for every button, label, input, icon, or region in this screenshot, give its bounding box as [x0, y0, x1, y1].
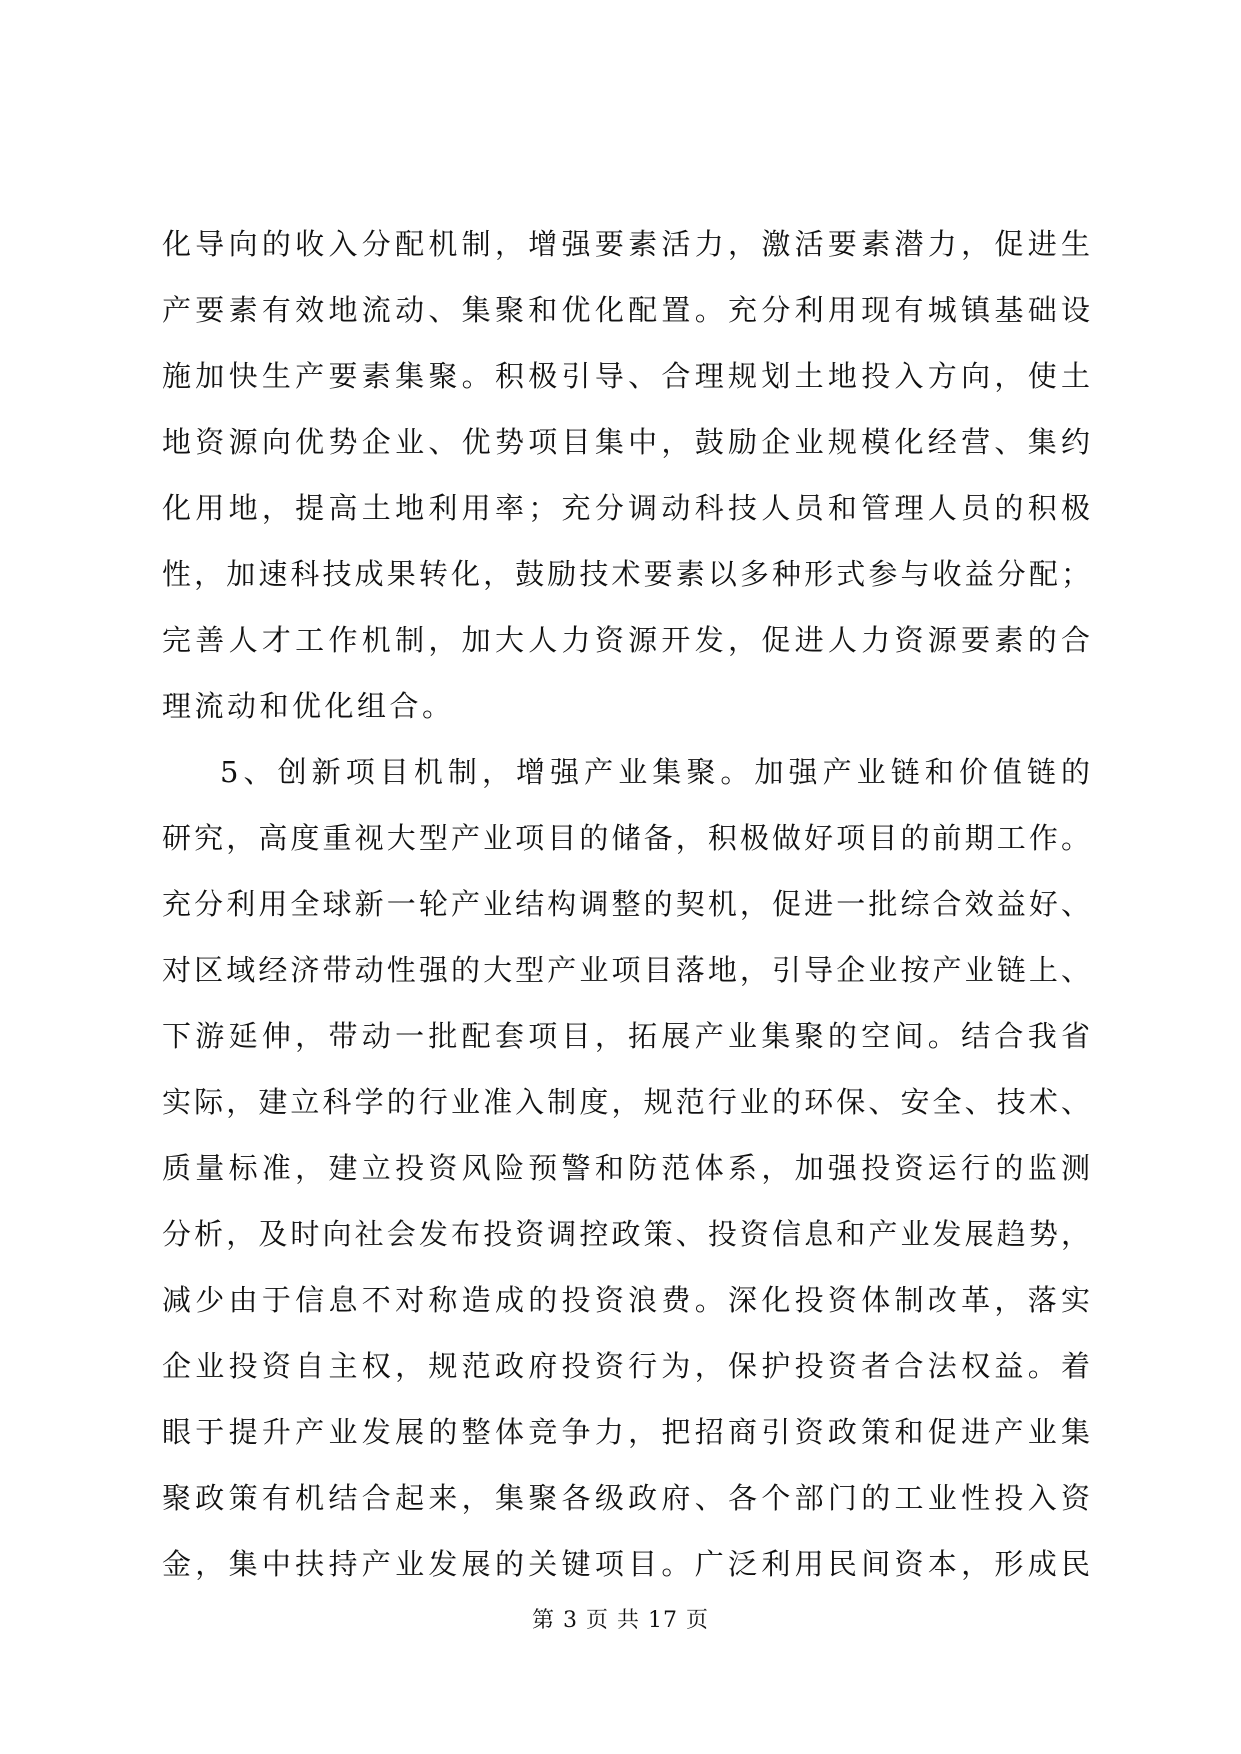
text-line: 眼于提升产业发展的整体竞争力，把招商引资政策和促进产业集	[162, 1415, 1090, 1449]
text-line: 充分利用全球新一轮产业结构调整的契机，促进一批综合效益好、	[162, 887, 1090, 921]
text-line: 企业投资自主权，规范政府投资行为，保护投资者合法权益。着	[162, 1349, 1090, 1383]
text-line: 分析，及时向社会发布投资调控政策、投资信息和产业发展趋势，	[162, 1217, 1090, 1251]
text-line: 质量标准，建立投资风险预警和防范体系，加强投资运行的监测	[162, 1151, 1090, 1185]
paragraph-start-line: 5、创新项目机制，增强产业集聚。加强产业链和价值链的	[220, 755, 1090, 789]
text-line: 完善人才工作机制，加大人力资源开发，促进人力资源要素的合	[162, 623, 1090, 657]
text-line: 实际，建立科学的行业准入制度，规范行业的环保、安全、技术、	[162, 1085, 1090, 1119]
text-line: 施加快生产要素集聚。积极引导、合理规划土地投入方向，使土	[162, 359, 1090, 393]
text-line: 理流动和优化组合。	[162, 689, 455, 723]
text-line: 减少由于信息不对称造成的投资浪费。深化投资体制改革，落实	[162, 1283, 1090, 1317]
text-line: 下游延伸，带动一批配套项目，拓展产业集聚的空间。结合我省	[162, 1019, 1090, 1053]
text-line: 金，集中扶持产业发展的关键项目。广泛利用民间资本，形成民	[162, 1547, 1090, 1581]
text-line: 产要素有效地流动、集聚和优化配置。充分利用现有城镇基础设	[162, 293, 1090, 327]
page-number-footer: 第 3 页 共 17 页	[532, 1608, 709, 1633]
text-line: 对区域经济带动性强的大型产业项目落地，引导企业按产业链上、	[162, 953, 1090, 987]
text-line: 聚政策有机结合起来，集聚各级政府、各个部门的工业性投入资	[162, 1481, 1090, 1515]
text-line: 研究，高度重视大型产业项目的储备，积极做好项目的前期工作。	[162, 821, 1090, 855]
text-line: 地资源向优势企业、优势项目集中，鼓励企业规模化经营、集约	[162, 425, 1090, 459]
text-line: 化导向的收入分配机制，增强要素活力，激活要素潜力，促进生	[162, 227, 1090, 261]
text-line: 性，加速科技成果转化，鼓励技术要素以多种形式参与收益分配；	[162, 557, 1090, 591]
text-line: 化用地，提高土地利用率；充分调动科技人员和管理人员的积极	[162, 491, 1090, 525]
